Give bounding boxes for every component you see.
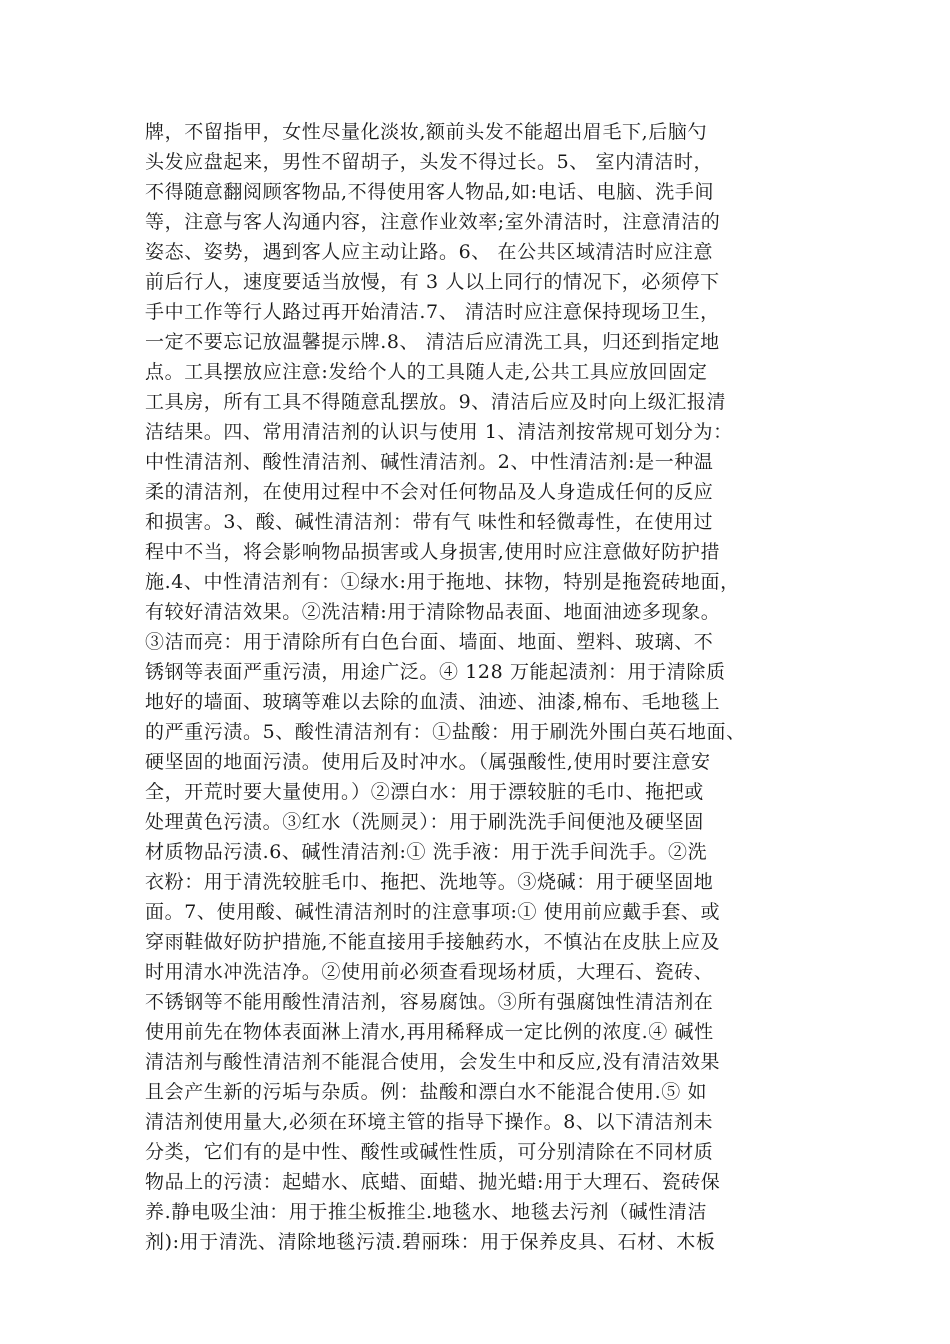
text-line: 和损害。3、酸、碱性清洁剂：带有气 味性和轻微毒性，在使用过 bbox=[145, 511, 714, 533]
text-line: 且会产生新的污垢与杂质。例：盐酸和漂白水不能混合使用.⑤ 如 bbox=[145, 1081, 708, 1103]
body-text bbox=[145, 117, 825, 1257]
text-line: ③洁而亮：用于清除所有白色台面、墙面、地面、塑料、玻璃、不 bbox=[145, 631, 714, 653]
text-line: 不得随意翻阅顾客物品,不得使用客人物品,如:电话、电脑、洗手间 bbox=[145, 181, 715, 203]
text-line: 手中工作等行人路过再开始清洁.7、 清洁时应注意保持现场卫生， bbox=[145, 301, 720, 323]
text-line: 工具房，所有工具不得随意乱摆放。9、清洁后应及时向上级汇报清 bbox=[145, 391, 727, 413]
text-line: 有较好清洁效果。②洗洁精:用于清除物品表面、地面油迹多现象。 bbox=[145, 601, 721, 623]
text-line: 使用前先在物体表面淋上清水,再用稀释成一定比例的浓度.④ 碱性 bbox=[145, 1021, 714, 1043]
text-line: 锈钢等表面严重污渍，用途广泛。④ 128 万能起渍剂：用于清除质 bbox=[145, 661, 726, 683]
text-line: 养.静电吸尘油：用于推尘板推尘.地毯水、地毯去污剂（碱性清洁 bbox=[145, 1201, 708, 1223]
text-line: 时用清水冲洗洁净。②使用前必须查看现场材质，大理石、瓷砖、 bbox=[145, 961, 714, 983]
text-line: 硬坚固的地面污渍。使用后及时冲水。（属强酸性,使用时要注意安 bbox=[145, 751, 711, 773]
text-line: 分类，它们有的是中性、酸性或碱性性质，可分别清除在不同材质 bbox=[145, 1141, 714, 1163]
text-line: 的严重污渍。5、酸性清洁剂有：①盐酸：用于刷洗外围白英石地面、 bbox=[145, 721, 746, 743]
text-line: 头发应盘起来，男性不留胡子，头发不得过长。5、 室内清洁时， bbox=[145, 151, 714, 173]
text-line: 材质物品污渍.6、碱性清洁剂:① 洗手液：用于洗手间洗手。②洗 bbox=[145, 841, 708, 863]
text-line: 不锈钢等不能用酸性清洁剂，容易腐蚀。③所有强腐蚀性清洁剂在 bbox=[145, 991, 714, 1013]
text-line: 清洁剂与酸性清洁剂不能混合使用，会发生中和反应,没有清洁效果 bbox=[145, 1051, 721, 1073]
text-line: 中性清洁剂、酸性清洁剂、碱性清洁剂。2、中性清洁剂:是一种温 bbox=[145, 451, 714, 473]
text-line: 物品上的污渍：起蜡水、底蜡、面蜡、抛光蜡:用于大理石、瓷砖保 bbox=[145, 1171, 721, 1193]
text-line: 点。工具摆放应注意:发给个人的工具随人走,公共工具应放回固定 bbox=[145, 361, 708, 383]
text-line: 剂):用于清洗、清除地毯污渍.碧丽珠：用于保养皮具、石材、木板 bbox=[145, 1231, 716, 1253]
text-line: 牌，不留指甲，女性尽量化淡妆,额前头发不能超出眉毛下,后脑勺 bbox=[145, 121, 708, 143]
text-line: 洁结果。四、常用清洁剂的认识与使用 1、清洁剂按常规可划分为： bbox=[145, 421, 733, 443]
text-line: 姿态、姿势，遇到客人应主动让路。6、 在公共区域清洁时应注意 bbox=[145, 241, 714, 263]
text-line: 全，开荒时要大量使用。）②漂白水：用于漂较脏的毛巾、拖把或 bbox=[145, 781, 704, 803]
text-line: 清洁剂使用量大,必须在环境主管的指导下操作。8、以下清洁剂未 bbox=[145, 1111, 714, 1133]
text-line: 面。7、使用酸、碱性清洁剂时的注意事项:① 使用前应戴手套、或 bbox=[145, 901, 721, 923]
text-line: 前后行人，速度要适当放慢，有 3 人以上同行的情况下，必须停下 bbox=[145, 271, 720, 293]
text-line: 等，注意与客人沟通内容，注意作业效率;室外清洁时，注意清洁的 bbox=[145, 211, 721, 233]
text-line: 处理黄色污渍。③红水（洗厕灵）：用于刷洗洗手间便池及硬坚固 bbox=[145, 811, 704, 833]
text-line: 衣粉：用于清洗较脏毛巾、拖把、洗地等。③烧碱：用于硬坚固地 bbox=[145, 871, 714, 893]
text-line: 施.4、中性清洁剂有：①绿水:用于拖地、抹物，特别是拖瓷砖地面， bbox=[145, 571, 740, 593]
text-line: 一定不要忘记放温馨提示牌.8、 清洁后应清洗工具，归还到指定地 bbox=[145, 331, 720, 353]
text-line: 柔的清洁剂，在使用过程中不会对任何物品及人身造成任何的反应 bbox=[145, 481, 714, 503]
text-line: 程中不当，将会影响物品损害或人身损害,使用时应注意做好防护措 bbox=[145, 541, 721, 563]
text-line: 地好的墙面、玻璃等难以去除的血渍、油迹、油漆,棉布、毛地毯上 bbox=[145, 691, 721, 713]
text-line: 穿雨鞋做好防护措施,不能直接用手接触药水，不慎沾在皮肤上应及 bbox=[145, 931, 721, 953]
